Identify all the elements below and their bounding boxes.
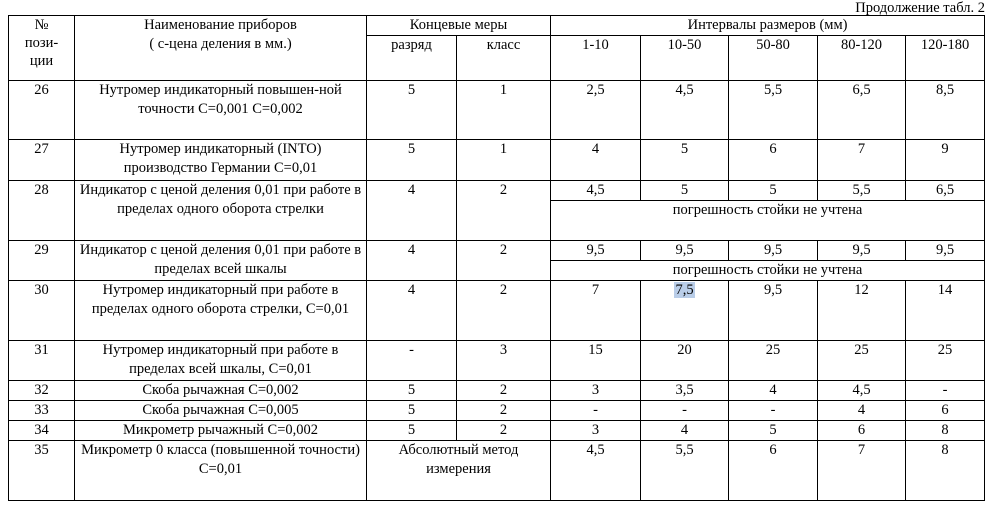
row-value: 6 bbox=[818, 421, 906, 441]
row-value: 4,5 bbox=[551, 181, 641, 201]
row-value: 4,5 bbox=[551, 441, 641, 501]
table-row bbox=[9, 140, 985, 181]
row-value: 9,5 bbox=[551, 241, 641, 261]
row-value: 25 bbox=[906, 341, 985, 381]
row-grade: 5 bbox=[367, 140, 457, 181]
row-class: 2 bbox=[457, 281, 551, 341]
selected-value[interactable]: 7,5 bbox=[675, 282, 694, 298]
instruments-table bbox=[8, 15, 985, 501]
row-value: 9 bbox=[906, 140, 985, 181]
header-position bbox=[9, 16, 75, 81]
row-value: 5,5 bbox=[818, 181, 906, 201]
row-value: 5,5 bbox=[729, 81, 818, 140]
row-value: 2,5 bbox=[551, 81, 641, 140]
row-value: 12 bbox=[818, 281, 906, 341]
header-position-line: пози- bbox=[24, 35, 59, 51]
row-value: 3,5 bbox=[641, 381, 729, 401]
row-name: Индикатор с ценой деления 0,01 при работе в пределах одного оборота стрелки bbox=[75, 181, 367, 241]
row-name: Скоба рычажная С=0,005 bbox=[75, 401, 367, 421]
row-name: Микрометр рычажный С=0,002 bbox=[75, 421, 367, 441]
row-value: 4,5 bbox=[818, 381, 906, 401]
row-position: 29 bbox=[9, 241, 75, 281]
row-grade: 5 bbox=[367, 81, 457, 140]
row-value: 6 bbox=[729, 441, 818, 501]
row-value: 20 bbox=[641, 341, 729, 381]
row-value: 3 bbox=[551, 381, 641, 401]
row-value: 5 bbox=[729, 421, 818, 441]
row-position: 35 bbox=[9, 441, 75, 501]
table-row bbox=[9, 381, 985, 401]
table-row bbox=[9, 401, 985, 421]
row-value: 5 bbox=[641, 181, 729, 201]
row-value: 4,5 bbox=[641, 81, 729, 140]
table-row bbox=[9, 341, 985, 381]
row-position: 34 bbox=[9, 421, 75, 441]
header-name-line: ( с-цена деления в мм.) bbox=[149, 36, 292, 52]
row-value: - bbox=[729, 401, 818, 421]
table-row bbox=[9, 181, 985, 201]
row-class: 2 bbox=[457, 181, 551, 241]
row-value: 8 bbox=[906, 441, 985, 501]
header-class: класс bbox=[457, 36, 551, 81]
row-value: 14 bbox=[906, 281, 985, 341]
row-value: 5 bbox=[729, 181, 818, 201]
header-range: 80-120 bbox=[818, 36, 906, 81]
row-grade: 4 bbox=[367, 281, 457, 341]
row-position: 27 bbox=[9, 140, 75, 181]
row-value: - bbox=[906, 381, 985, 401]
row-name: Нутромер индикаторный при работе в пределах одного оборота стрелки, С=0,01 bbox=[75, 281, 367, 341]
header-name bbox=[75, 16, 367, 81]
row-name: Скоба рычажная С=0,002 bbox=[75, 381, 367, 401]
row-value: 5,5 bbox=[641, 441, 729, 501]
row-value: 6,5 bbox=[818, 81, 906, 140]
row-value: 25 bbox=[729, 341, 818, 381]
header-range: 10-50 bbox=[641, 36, 729, 81]
row-value: - bbox=[551, 401, 641, 421]
header-position-line: ции bbox=[29, 53, 54, 69]
row-value: 9,5 bbox=[641, 241, 729, 261]
row-value: 5 bbox=[641, 140, 729, 181]
row-position: 28 bbox=[9, 181, 75, 241]
row-class: 2 bbox=[457, 401, 551, 421]
row-class: 3 bbox=[457, 341, 551, 381]
row-grade: 5 bbox=[367, 401, 457, 421]
row-value: 6 bbox=[729, 140, 818, 181]
row-value: 15 bbox=[551, 341, 641, 381]
row-value: 9,5 bbox=[818, 241, 906, 261]
row-grade: 5 bbox=[367, 421, 457, 441]
row-value: 4 bbox=[551, 140, 641, 181]
row-grade: 4 bbox=[367, 241, 457, 281]
table-row bbox=[9, 81, 985, 140]
row-value: 7 bbox=[551, 281, 641, 341]
row-name: Нутромер индикаторный (INTO) производство Германии С=0,01 bbox=[75, 140, 367, 181]
row-method: Абсолютный метод измерения bbox=[367, 441, 551, 501]
row-class: 2 bbox=[457, 241, 551, 281]
row-position: 31 bbox=[9, 341, 75, 381]
row-position: 33 bbox=[9, 401, 75, 421]
row-value: 4 bbox=[818, 401, 906, 421]
header-position-line: № bbox=[34, 17, 49, 33]
row-value: 8 bbox=[906, 421, 985, 441]
header-range: 50-80 bbox=[729, 36, 818, 81]
row-class: 1 bbox=[457, 140, 551, 181]
row-position: 26 bbox=[9, 81, 75, 140]
row-value: 9,5 bbox=[906, 241, 985, 261]
row-value: 4 bbox=[729, 381, 818, 401]
table-row bbox=[9, 281, 985, 341]
row-note: погрешность стойки не учтена bbox=[551, 261, 985, 281]
header-measures: Концевые меры bbox=[367, 16, 551, 36]
table-row bbox=[9, 241, 985, 261]
table-row bbox=[9, 421, 985, 441]
row-value: 9,5 bbox=[729, 241, 818, 261]
header-grade: разряд bbox=[367, 36, 457, 81]
row-name: Нутромер индикаторный повышен-ной точности С=0,001 С=0,002 bbox=[75, 81, 367, 140]
row-name: Нутромер индикаторный при работе в пределах всей шкалы, С=0,01 bbox=[75, 341, 367, 381]
row-value: 6 bbox=[906, 401, 985, 421]
row-grade: 4 bbox=[367, 181, 457, 241]
row-note: погрешность стойки не учтена bbox=[551, 201, 985, 241]
table-row bbox=[9, 441, 985, 501]
row-name: Микрометр 0 класса (повышенной точности) С=0,01 bbox=[75, 441, 367, 501]
row-class: 2 bbox=[457, 421, 551, 441]
row-name: Индикатор с ценой деления 0,01 при работе в пределах всей шкалы bbox=[75, 241, 367, 281]
row-position: 30 bbox=[9, 281, 75, 341]
row-value: 4 bbox=[641, 421, 729, 441]
row-grade: - bbox=[367, 341, 457, 381]
row-grade: 5 bbox=[367, 381, 457, 401]
header-intervals: Интервалы размеров (мм) bbox=[551, 16, 985, 36]
row-value: - bbox=[641, 401, 729, 421]
row-value: 7 bbox=[818, 441, 906, 501]
row-value: 9,5 bbox=[729, 281, 818, 341]
header-range: 1-10 bbox=[551, 36, 641, 81]
row-value: 8,5 bbox=[906, 81, 985, 140]
header-range: 120-180 bbox=[906, 36, 985, 81]
row-value: 25 bbox=[818, 341, 906, 381]
row-value: 7 bbox=[818, 140, 906, 181]
row-class: 2 bbox=[457, 381, 551, 401]
row-value bbox=[641, 281, 729, 341]
row-class: 1 bbox=[457, 81, 551, 140]
row-position: 32 bbox=[9, 381, 75, 401]
table-caption: Продолжение табл. 2 bbox=[855, 0, 985, 16]
row-value: 3 bbox=[551, 421, 641, 441]
header-name-line: Наименование приборов bbox=[144, 17, 297, 33]
row-value: 6,5 bbox=[906, 181, 985, 201]
